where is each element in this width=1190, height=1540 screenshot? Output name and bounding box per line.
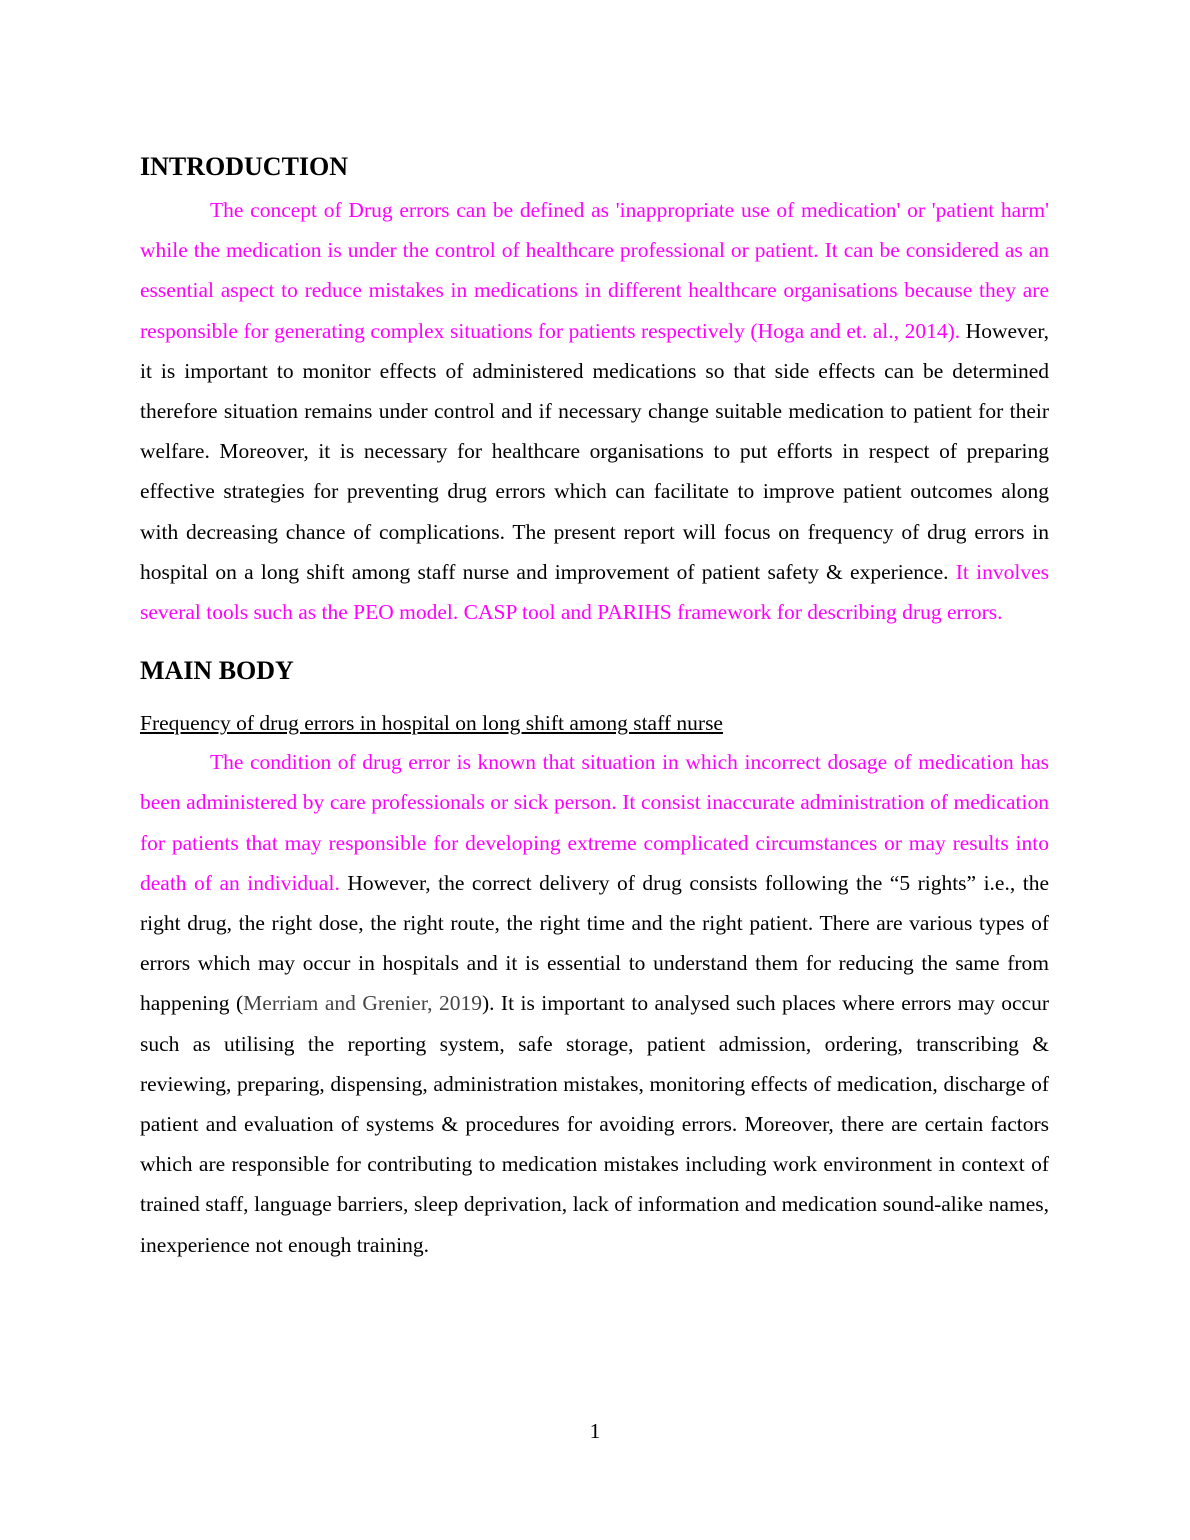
page-number: 1 <box>589 1419 601 1443</box>
introduction-heading: INTRODUCTION <box>140 152 349 181</box>
main-body-text-1: However, the correct delivery of drug consists following the “5 rights” i.e., the right drug, the right dose, the right route, the right time and the right patient. There are various types of errors which may occur in hospitals and it is essential to understand them for reducing the same from happening ( <box>140 870 1049 1016</box>
main-body-subheading: Frequency of drug errors in hospital on long shift among staff nurse <box>140 711 723 736</box>
main-body-paragraph <box>140 738 1049 1265</box>
main-body-highlighted-text: The condition of drug error is known that situation in which incorrect dosage of medication has been administered by care professionals or sick person. It consist inaccurate administration of medication for patients that may responsible for developing extreme complicated circumstances or may results into death of an individual. <box>140 750 1049 895</box>
introduction-highlighted-text-1: The concept of Drug errors can be defined as 'inappropriate use of medication' or 'patient harm' while the medication is under the control of healthcare professional or patient. It can be considered as an essential aspect to reduce mistakes in medications in different healthcare organisations because they are responsible for generating complex situations for patients respectively (Hoga and et. al., 2014). <box>140 198 1049 343</box>
citation-text: Merriam and Grenier, 2019 <box>243 991 482 1016</box>
introduction-paragraph <box>140 186 1049 632</box>
document-page <box>140 148 1049 1265</box>
introduction-highlighted-text-2: It involves several tools such as the PEO model. CASP tool and PARIHS framework for describing drug errors. <box>140 559 1049 625</box>
introduction-body-text: However, it is important to monitor effects of administered medications so that side effects can be determined therefore situation remains under control and if necessary change suitable medication to patient for their welfare. Moreover, it is necessary for healthcare organisations to put efforts in respect of preparing effective strategies for preventing drug errors which can facilitate to improve patient outcomes along with decreasing chance of complications. The present report will focus on frequency of drug errors in hospital on a long shift among staff nurse and improvement of patient safety & experience. <box>140 318 1049 584</box>
main-body-heading: MAIN BODY <box>140 656 294 686</box>
main-body-text-2: ). It is important to analysed such places where errors may occur such as utilising the reporting system, safe storage, patient admission, ordering, transcribing & reviewing, preparing, dispensing, administration mistakes, monitoring effects of medication, discharge of patient and evaluation of systems & procedures for avoiding errors. Moreover, there are certain factors which are responsible for contributing to medication mistakes including work environment in context of trained staff, language barriers, sleep deprivation, lack of information and medication sound-alike names, inexperience not enough training. <box>140 991 1049 1257</box>
